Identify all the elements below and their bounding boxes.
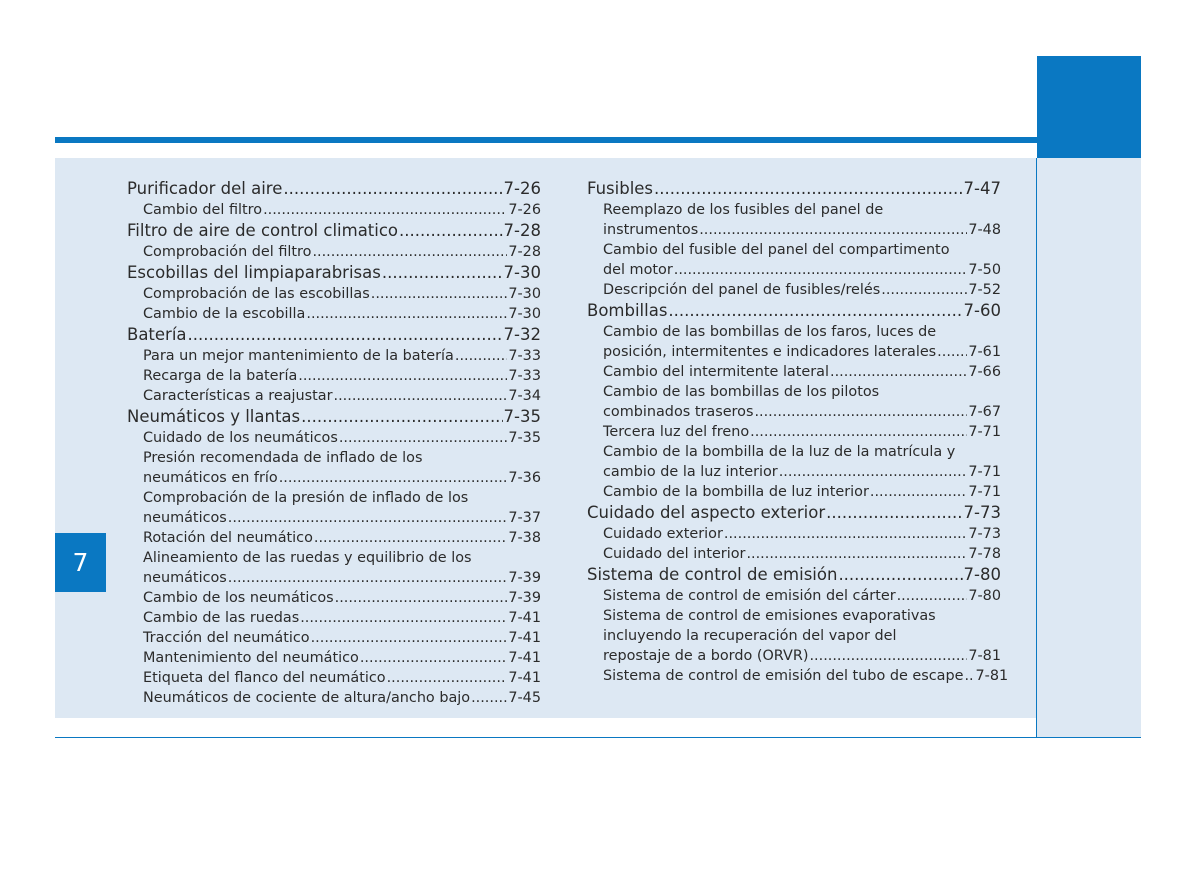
toc-page-number: 7-30	[503, 263, 541, 282]
toc-subsection-entry[interactable]	[127, 688, 541, 708]
toc-entry-label: Comprobación de las escobillas	[143, 286, 370, 302]
toc-subsection-entry[interactable]	[587, 280, 1001, 300]
toc-subsection-entry[interactable]	[587, 260, 1001, 280]
dot-leader	[263, 200, 507, 220]
dot-leader	[779, 462, 968, 482]
toc-section-entry[interactable]	[127, 324, 541, 346]
toc-entry-label: Sistema de control de emisión	[587, 565, 838, 584]
toc-page-number: 7-38	[508, 530, 541, 546]
toc-subsection-entry[interactable]	[587, 586, 1001, 606]
toc-page-number: 7-73	[968, 526, 1001, 542]
toc-page-number: 7-47	[963, 179, 1001, 198]
toc-page-number: 7-36	[508, 470, 541, 486]
dot-leader	[188, 324, 503, 346]
toc-section-entry[interactable]	[587, 502, 1001, 524]
toc-entry-wrap-line: incluyendo la recuperación del vapor del	[603, 628, 897, 644]
toc-subsection-entry[interactable]	[127, 242, 541, 262]
dot-leader	[471, 688, 507, 708]
toc-page-number: 7-41	[508, 630, 541, 646]
toc-entry-wrap-line: Cambio del fusible del panel del compartimento	[603, 242, 950, 258]
toc-page-number: 7-35	[503, 407, 541, 426]
toc-entry-label: Neumáticos y llantas	[127, 407, 301, 426]
toc-section-entry[interactable]	[587, 300, 1001, 322]
toc-entry-label: posición, intermitentes e indicadores laterales	[603, 344, 937, 360]
toc-subsection-entry[interactable]	[127, 668, 541, 688]
toc-page-number: 7-80	[968, 588, 1001, 604]
dot-leader	[387, 668, 508, 688]
dot-leader	[382, 262, 503, 284]
toc-subsection-entry[interactable]	[587, 362, 1001, 382]
toc-subsection-entry[interactable]	[127, 200, 541, 220]
toc-section-entry[interactable]	[127, 220, 541, 242]
toc-page-number: 7-80	[963, 565, 1001, 584]
dot-leader	[750, 422, 967, 442]
toc-page-number: 7-67	[968, 404, 1001, 420]
toc-entry-label: instrumentos	[603, 222, 699, 238]
dot-leader	[838, 564, 962, 586]
toc-page-number: 7-26	[508, 202, 541, 218]
dot-leader	[306, 304, 507, 324]
toc-page-number: 7-41	[508, 650, 541, 666]
toc-subsection-entry[interactable]	[587, 422, 1001, 442]
toc-subsection-entry[interactable]	[587, 524, 1001, 544]
dot-leader	[301, 406, 502, 428]
toc-entry-label: Batería	[127, 325, 187, 344]
toc-left-column	[127, 178, 541, 708]
chapter-tab[interactable]: 7	[55, 533, 106, 592]
toc-page-number: 7-52	[968, 282, 1001, 298]
toc-entry-wrap-line: Sistema de control de emisiones evaporativas	[603, 608, 936, 624]
toc-entry-label: Sistema de control de emisión del cárter	[603, 588, 896, 604]
toc-entry-label: neumáticos	[143, 510, 227, 526]
toc-right-column	[587, 178, 1009, 686]
toc-page-number: 7-26	[503, 179, 541, 198]
toc-entry-label: Cuidado del aspecto exterior	[587, 503, 826, 522]
dot-leader	[314, 528, 507, 548]
toc-entry-label: Etiqueta del flanco del neumático	[143, 670, 386, 686]
dot-leader	[746, 544, 967, 564]
toc-entry-label: repostaje de a bordo (ORVR)	[603, 648, 809, 664]
header-rule	[55, 137, 1141, 143]
dot-leader	[334, 386, 508, 406]
dot-leader	[809, 646, 967, 666]
dot-leader	[228, 508, 508, 528]
toc-page-number: 7-81	[975, 668, 1009, 684]
toc-entry-label: Recarga de la batería	[143, 368, 298, 384]
toc-subsection-entry[interactable]	[587, 342, 1001, 362]
toc-subsection-entry[interactable]	[127, 588, 541, 608]
toc-page-number: 7-39	[508, 590, 541, 606]
toc-subsection-entry[interactable]	[587, 462, 1001, 482]
toc-entry-label: Escobillas del limpiaparabrisas	[127, 263, 381, 282]
toc-entry-label: Purificador del aire	[127, 179, 283, 198]
dot-leader	[937, 342, 967, 362]
dot-leader	[674, 260, 968, 280]
dot-leader	[964, 666, 974, 686]
toc-entry-label: Bombillas	[587, 301, 668, 320]
toc-entry-label: Características a reajustar	[143, 388, 333, 404]
toc-page-number: 7-28	[508, 244, 541, 260]
toc-subsection-entry[interactable]	[127, 304, 541, 324]
toc-page-number: 7-30	[508, 306, 541, 322]
toc-entry-label: Mantenimiento del neumático	[143, 650, 359, 666]
dot-leader	[654, 178, 963, 200]
toc-section-entry[interactable]	[127, 406, 541, 428]
dot-leader	[298, 366, 507, 386]
toc-entry-wrap-line: Alineamiento de las ruedas y equilibrio de los	[143, 550, 472, 566]
toc-subsection-entry[interactable]	[587, 402, 1001, 422]
toc-entry-label: Descripción del panel de fusibles/relés	[603, 282, 881, 298]
toc-entry-wrap-line: Reemplazo de los fusibles del panel de	[603, 202, 884, 218]
toc-page-number: 7-32	[503, 325, 541, 344]
toc-page-number: 7-34	[508, 388, 541, 404]
toc-subsection-entry[interactable]	[127, 468, 541, 488]
toc-section-entry[interactable]	[127, 178, 541, 200]
toc-subsection-entry[interactable]	[127, 528, 541, 548]
toc-subsection-entry[interactable]	[587, 482, 1001, 502]
side-divider	[1036, 158, 1037, 738]
toc-entry-label: Tracción del neumático	[143, 630, 310, 646]
toc-entry-label: Rotación del neumático	[143, 530, 313, 546]
toc-page-number: 7-71	[968, 464, 1001, 480]
dot-leader	[826, 502, 962, 524]
dot-leader	[897, 586, 968, 606]
toc-page-number: 7-28	[503, 221, 541, 240]
toc-page-number: 7-66	[968, 364, 1001, 380]
toc-entry-label: Cuidado exterior	[603, 526, 723, 542]
toc-entry-label: Neumáticos de cociente de altura/ancho bajo	[143, 690, 471, 706]
toc-page-number: 7-61	[968, 344, 1001, 360]
toc-entry-label: Fusibles	[587, 179, 654, 198]
toc-section-entry[interactable]	[127, 262, 541, 284]
toc-page-number: 7-41	[508, 610, 541, 626]
toc-subsection-entry[interactable]	[127, 648, 541, 668]
toc-subsection-entry[interactable]	[127, 508, 541, 528]
dot-leader	[300, 608, 507, 628]
dot-leader	[881, 280, 967, 300]
dot-leader	[279, 468, 508, 488]
toc-page-number: 7-41	[508, 670, 541, 686]
toc-entry-label: Cuidado de los neumáticos	[143, 430, 338, 446]
toc-page-number: 7-50	[968, 262, 1001, 278]
toc-entry-label: Cambio del intermitente lateral	[603, 364, 829, 380]
toc-entry-label: Cambio del filtro	[143, 202, 263, 218]
dot-leader	[668, 300, 962, 322]
toc-page-number: 7-78	[968, 546, 1001, 562]
toc-subsection-entry[interactable]	[587, 544, 1001, 564]
toc-entry-label: Cambio de la escobilla	[143, 306, 306, 322]
dot-leader	[699, 220, 967, 240]
toc-entry-label: combinados traseros	[603, 404, 754, 420]
toc-subsection-entry[interactable]	[127, 386, 541, 406]
toc-page-number: 7-45	[508, 690, 541, 706]
side-strip	[1037, 158, 1141, 738]
dot-leader	[399, 220, 503, 242]
toc-page-number: 7-81	[968, 648, 1001, 664]
toc-subsection-entry[interactable]	[127, 284, 541, 304]
dot-leader	[754, 402, 967, 422]
toc-entry-label: neumáticos en frío	[143, 470, 278, 486]
dot-leader	[312, 242, 507, 262]
toc-entry-label: Cambio de las ruedas	[143, 610, 300, 626]
footer-rule	[55, 737, 1141, 738]
toc-entry-label: Sistema de control de emisión del tubo de escape	[603, 668, 964, 684]
toc-entry-label: Tercera luz del freno	[603, 424, 750, 440]
toc-entry-label: Cambio de los neumáticos	[143, 590, 334, 606]
toc-subsection-entry[interactable]	[127, 428, 541, 448]
toc-entry-label: Cuidado del interior	[603, 546, 746, 562]
dot-leader	[228, 568, 508, 588]
toc-page-number: 7-71	[968, 424, 1001, 440]
toc-subsection-entry[interactable]	[587, 646, 1001, 666]
toc-subsection-entry[interactable]	[127, 608, 541, 628]
toc-entry-label: neumáticos	[143, 570, 227, 586]
toc-entry-label: Cambio de la bombilla de luz interior	[603, 484, 869, 500]
toc-entry-wrap-line: Cambio de las bombillas de los pilotos	[603, 384, 880, 400]
toc-entry-wrap-line: Presión recomendada de inflado de los	[143, 450, 423, 466]
toc-page-number: 7-35	[508, 430, 541, 446]
toc-page-number: 7-30	[508, 286, 541, 302]
toc-entry-wrap-line: Cambio de la bombilla de la luz de la matrícula y	[603, 444, 956, 460]
toc-subsection-entry[interactable]	[127, 346, 541, 366]
toc-subsection-entry[interactable]	[127, 366, 541, 386]
dot-leader	[360, 648, 507, 668]
toc-page-number: 7-33	[508, 368, 541, 384]
toc-page-number: 7-60	[963, 301, 1001, 320]
dot-leader	[335, 588, 508, 608]
toc-entry-wrap-line: Comprobación de la presión de inflado de los	[143, 490, 469, 506]
toc-page-number: 7-48	[968, 222, 1001, 238]
toc-subsection-entry[interactable]	[587, 220, 1001, 240]
dot-leader	[724, 524, 967, 544]
toc-page-number: 7-37	[508, 510, 541, 526]
toc-entry-label: Comprobación del filtro	[143, 244, 312, 260]
toc-entry-label: del motor	[603, 262, 673, 278]
toc-entry-label: Filtro de aire de control climatico	[127, 221, 399, 240]
toc-page-number: 7-71	[968, 484, 1001, 500]
toc-entry-wrap-line: Cambio de las bombillas de los faros, luces de	[603, 324, 937, 340]
toc-entry-label: cambio de la luz interior	[603, 464, 778, 480]
dot-leader	[830, 362, 967, 382]
dot-leader	[371, 284, 508, 304]
toc-page-number: 7-33	[508, 348, 541, 364]
toc-subsection-entry[interactable]	[587, 666, 1009, 686]
dot-leader	[283, 178, 502, 200]
toc-section-entry[interactable]	[587, 564, 1001, 586]
toc-section-entry[interactable]	[587, 178, 1001, 200]
dot-leader	[870, 482, 967, 502]
toc-subsection-entry[interactable]	[127, 628, 541, 648]
dot-leader	[311, 628, 508, 648]
dot-leader	[455, 346, 507, 366]
toc-entry-label: Para un mejor mantenimiento de la batería	[143, 348, 454, 364]
toc-subsection-entry[interactable]	[127, 568, 541, 588]
dot-leader	[339, 428, 507, 448]
corner-tab-block	[1037, 56, 1141, 158]
toc-page-number: 7-73	[963, 503, 1001, 522]
toc-page-number: 7-39	[508, 570, 541, 586]
